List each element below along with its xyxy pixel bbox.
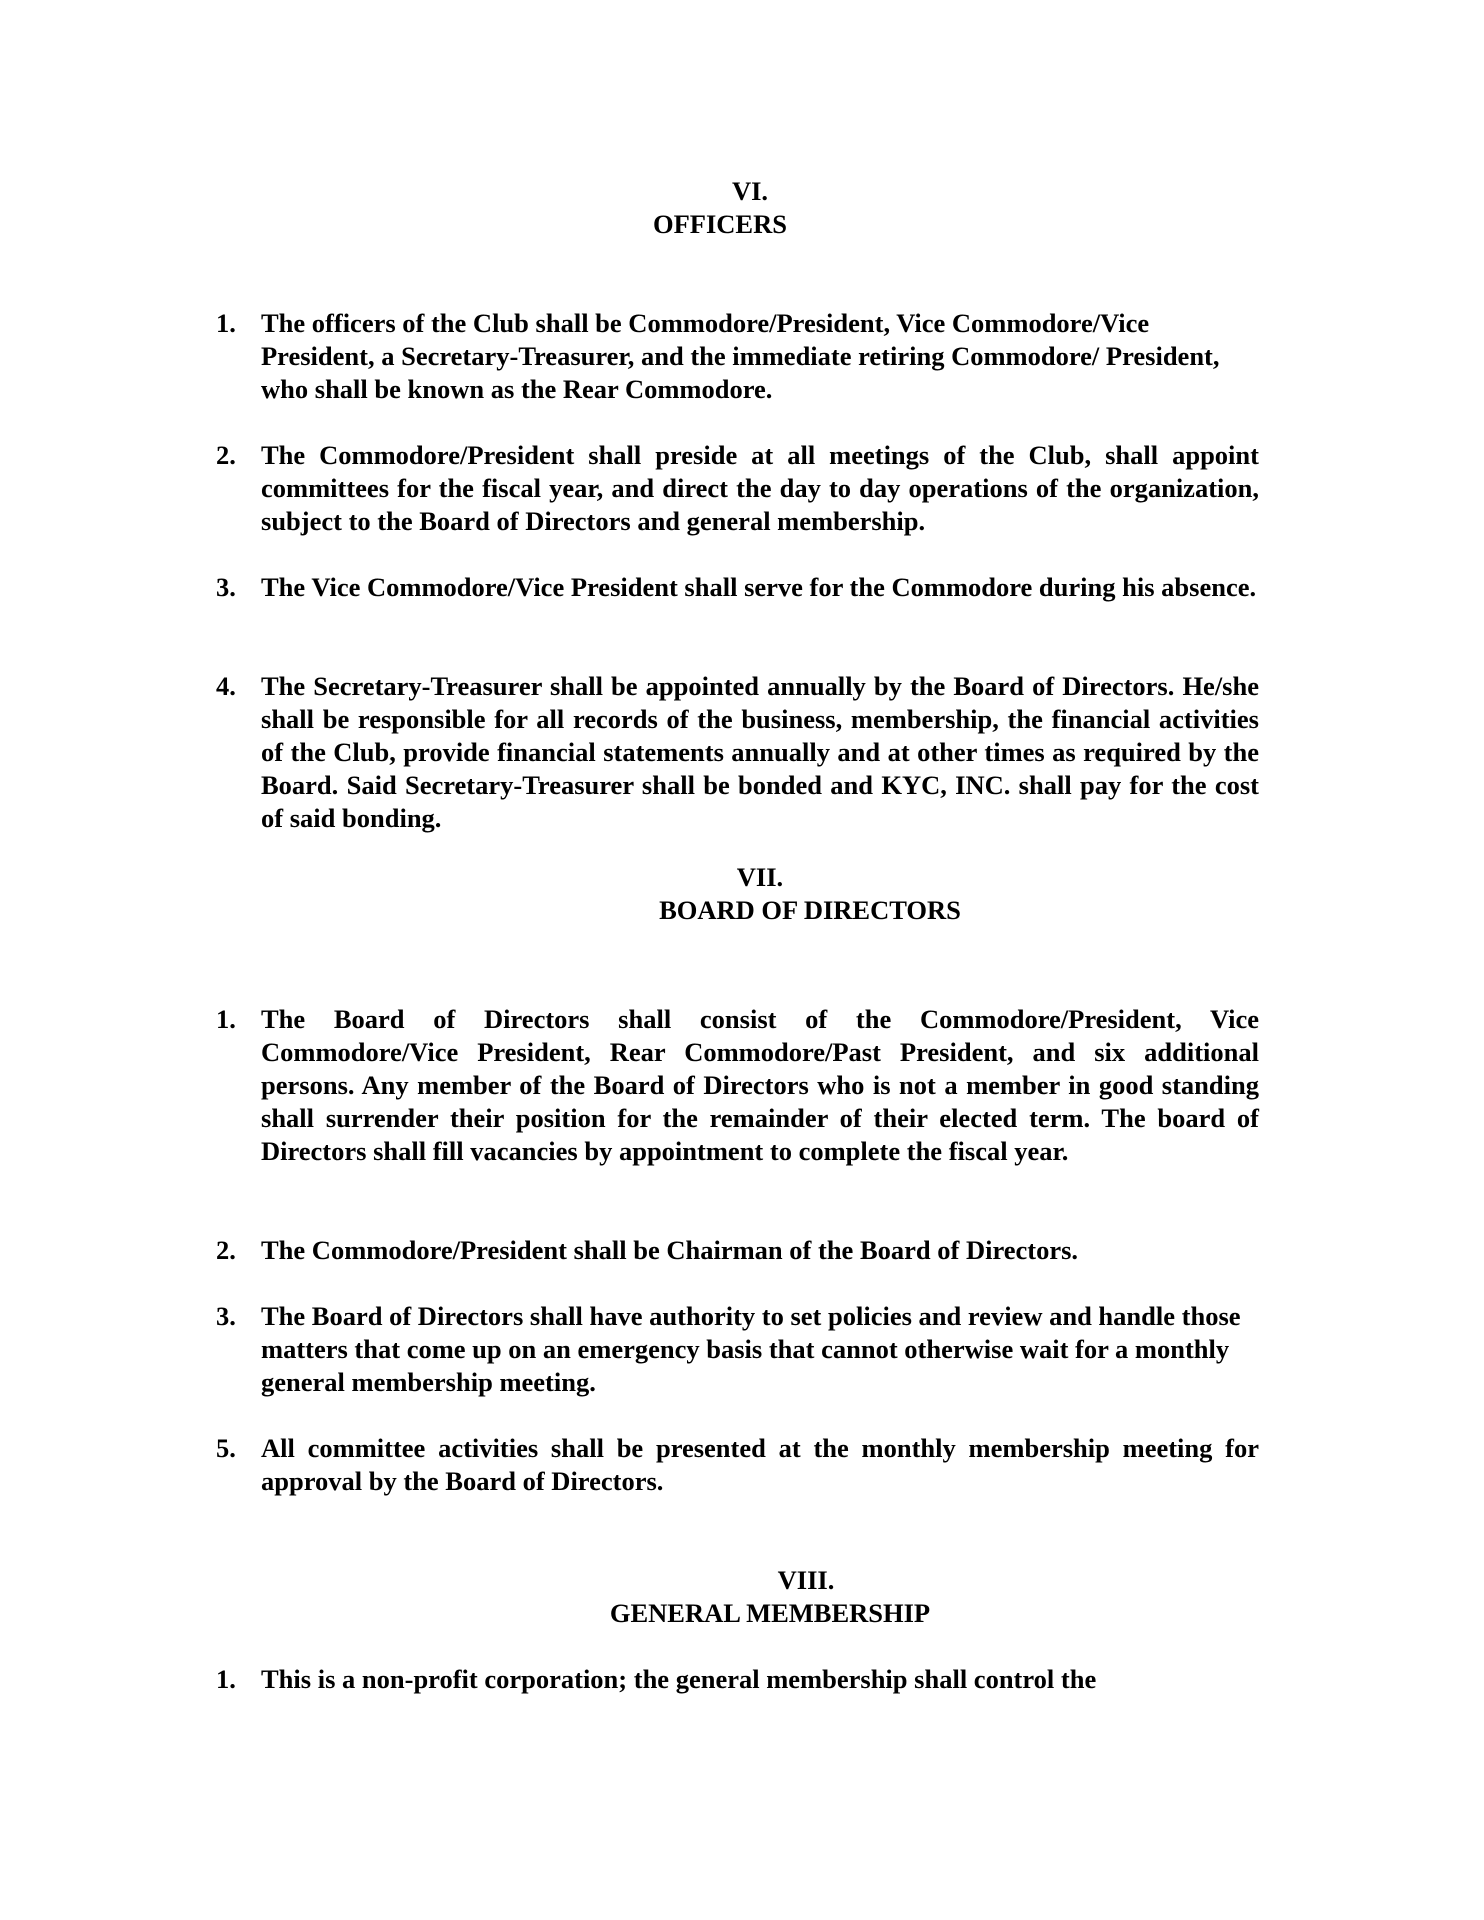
item-text: The officers of the Club shall be Commodore/President, Vice Commodore/Vice President, a Secretary-Treasurer, and the immediate retiring Commodore/ President, who shall be known as the Rear Commodore. [261, 308, 1220, 404]
list-item [216, 1003, 1259, 1168]
list-item [216, 1432, 1259, 1498]
list-item [216, 307, 1259, 406]
item-text: This is a non-profit corporation; the general membership shall control the [261, 1664, 1097, 1694]
item-number: 5. [216, 1433, 236, 1463]
item-number: 3. [216, 1301, 236, 1331]
item-text: The Commodore/President shall be Chairman of the Board of Directors. [261, 1235, 1079, 1265]
item-text: The Board of Directors shall consist of the Commodore/President, Vice Commodore/Vice President, Rear Commodore/Past President, and six additional persons. Any member of the Board of Directors who is not a member in good standing shall surrender their position for the remainder of their elected term. The board of Directors shall fill vacancies by appointment to complete the fiscal year. [261, 1004, 1259, 1166]
item-number: 4. [216, 671, 236, 701]
list-item [216, 670, 1259, 835]
item-number: 1. [216, 1664, 236, 1694]
list-item [216, 1300, 1259, 1399]
item-text: All committee activities shall be presented at the monthly membership meeting for approval by the Board of Directors. [261, 1433, 1259, 1496]
item-text: The Vice Commodore/Vice President shall serve for the Commodore during his absence. [261, 572, 1257, 602]
item-number: 1. [216, 1004, 236, 1034]
item-number: 1. [216, 308, 236, 338]
item-number: 3. [216, 572, 236, 602]
list-item [216, 439, 1259, 538]
section-viii-title: GENERAL MEMBERSHIP [609, 1598, 931, 1628]
item-text: The Board of Directors shall have authority to set policies and review and handle those matters that come up on an emergency basis that cannot otherwise wait for a monthly general membership meeting. [261, 1301, 1241, 1397]
section-vii-numeral: VII. [736, 862, 784, 892]
item-number: 2. [216, 440, 236, 470]
section-viii-numeral: VIII. [777, 1565, 835, 1595]
section-vii-title: BOARD OF DIRECTORS [659, 895, 961, 925]
list-item [216, 1663, 1259, 1696]
list-item [216, 571, 1259, 604]
item-number: 2. [216, 1235, 236, 1265]
item-text: The Secretary-Treasurer shall be appointed annually by the Board of Directors. He/she shall be responsible for all records of the business, membership, the financial activities of the Club, provide financial statements annually and at other times as required by the Board. Said Secretary-Treasurer shall be bonded and KYC, INC. shall pay for the cost of said bonding. [261, 671, 1259, 833]
section-vi-numeral: VI. [731, 176, 769, 206]
list-item [216, 1234, 1259, 1267]
item-text: The Commodore/President shall preside at all meetings of the Club, shall appoint committees for the fiscal year, and direct the day to day operations of the organization, subject to the Board of Directors and general membership. [261, 440, 1259, 536]
section-vi-title: OFFICERS [653, 209, 787, 239]
